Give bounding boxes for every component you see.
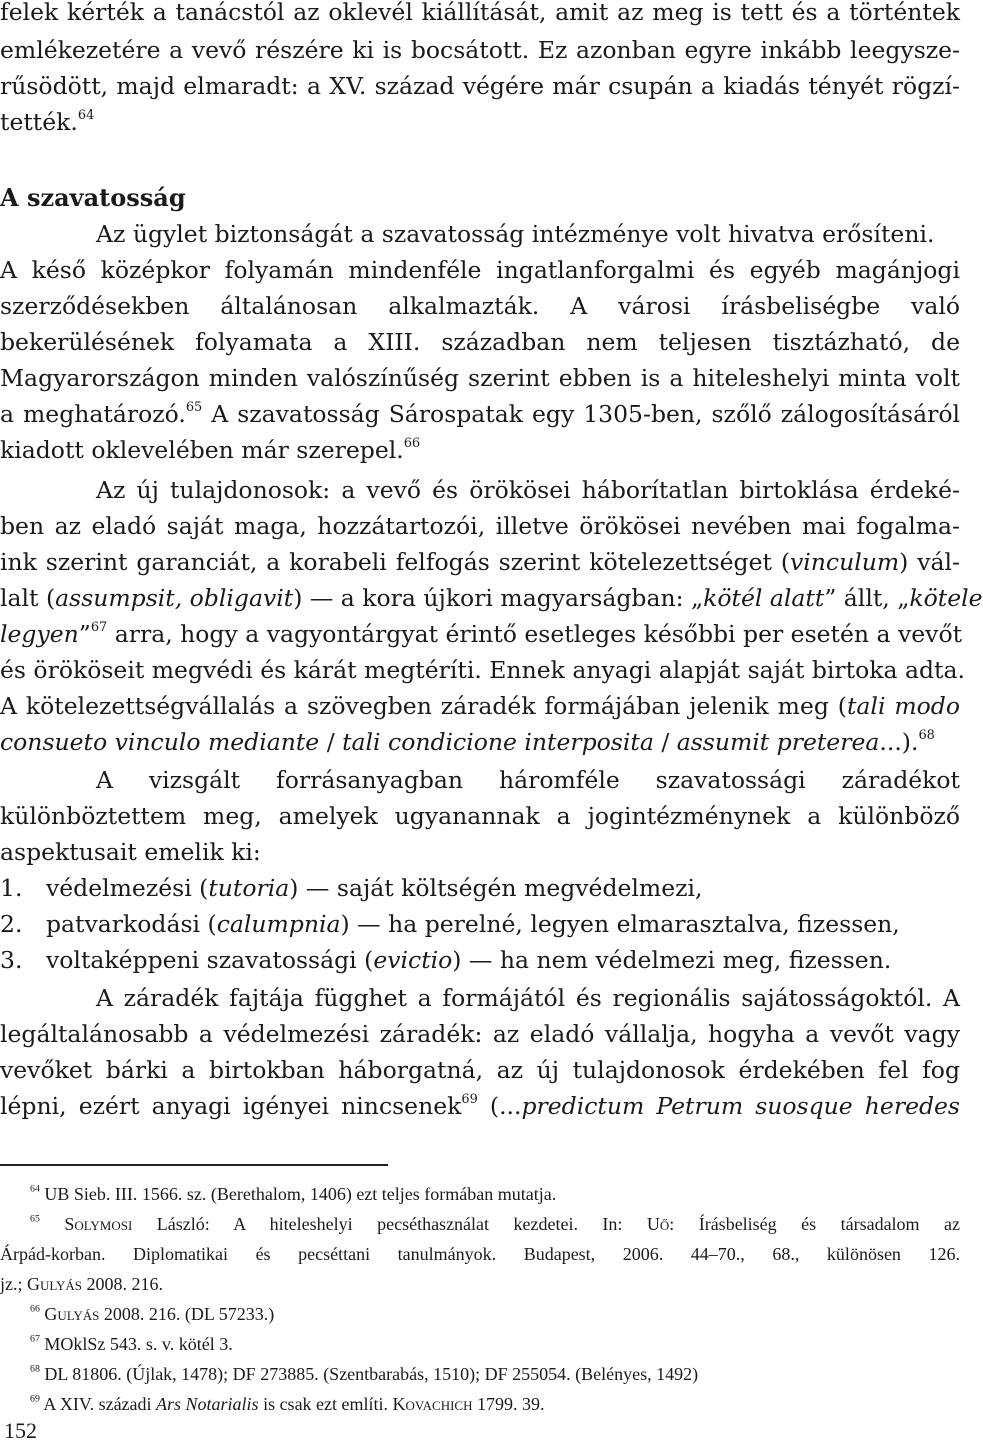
body-line: felek kérték a tanácstól az oklevél kiállítását, amit az meg is tett és a történtek xyxy=(0,0,960,26)
footnote-67: $^{67}$ MOklSz 543. s. v. kötél 3. xyxy=(30,1333,233,1354)
body-line: ben az eladó saját maga, hozzátartozói, illetve örökösei nevében mai fogalma- xyxy=(0,512,960,540)
body-line: emlékezetére a vevő részére ki is bocsátott. Ez azonban egyre inkább leegysze- xyxy=(0,36,960,64)
footnote-69: $^{69}$ A XIV. századi Ars Notarialis is csak ezt említi. Kovachich 1799. 39. xyxy=(30,1393,545,1414)
body-line: legáltalánosabb a védelmezési záradék: az eladó vállalja, hogyha a vevőt vagy xyxy=(0,1020,960,1048)
footnote-64: $^{64}$ UB Sieb. III. 1566. sz. (Berethalom, 1406) ezt teljes formában mutatja. xyxy=(30,1183,557,1204)
body-line: Magyarországon minden valószínűség szerint ebben is a hiteleshelyi minta volt xyxy=(0,364,960,392)
footnote-ref: 68 xyxy=(918,728,935,744)
body-line: Az új tulajdonosok: a vevő és örökösei háborítatlan birtoklása érdeké- xyxy=(96,476,960,504)
footnote-66: $^{66}$ Gulyás 2008. 216. (DL 57233.) xyxy=(30,1303,275,1324)
body-line: bekerülésének folyamata a XIII. században nem teljesen tisztázható, de xyxy=(0,328,960,356)
body-line: és örököseit megvédi és kárát megtéríti. Ennek anyagi alapját saját birtoka adta. xyxy=(0,656,965,684)
footnote-ref: 66 xyxy=(403,436,421,452)
footnote-ref: 64 xyxy=(77,108,95,124)
list-item: 1. védelmezési (tutoria) — saját költségén megvédelmezi, xyxy=(0,874,703,902)
body-line: kiadott oklevelében már szerepel.$^{66}$ xyxy=(0,436,421,464)
footnote-65: $^{65}$ Solymosi László: A hiteleshelyi pecséthasználat kezdetei. In: Uő: Írásbeliség és társadalom az xyxy=(30,1213,960,1234)
section-heading: A szavatosság xyxy=(0,183,186,212)
body-line: vevőket bárki a birtokban háborgatná, az új tulajdonosok érdekében fel fog xyxy=(0,1056,960,1084)
body-line: A vizsgált forrásanyagban háromféle szavatossági záradékot xyxy=(96,766,960,794)
footnote-divider xyxy=(0,1164,388,1166)
body-line: a meghatározó.$^{65}$ A szavatosság Sárospatak egy 1305-ben, szőlő zálogosításáról xyxy=(0,400,960,428)
body-line: consueto vinculo mediante / tali condicione interposita / assumit preterea...).$^{68}$ xyxy=(0,728,935,756)
body-line: A kötelezettségvállalás a szövegben záradék formájában jelenik meg (tali modo xyxy=(0,692,960,720)
body-line: A záradék fajtája függhet a formájától és regionális sajátosságoktól. A xyxy=(96,984,960,1012)
body-line: különböztettem meg, amelyek ugyanannak a jogintézménynek a különböző xyxy=(0,802,960,830)
footnote-ref: 67 xyxy=(90,620,108,636)
body-line: rűsödött, majd elmaradt: a XV. század végére már csupán a kiadás tényét rögzí- xyxy=(0,72,960,100)
body-line: tették.$^{64}$ xyxy=(0,108,95,136)
body-line: ink szerint garanciát, a korabeli felfogás szerint kötelezettséget (vinculum) vál- xyxy=(0,548,960,576)
page-number: 152 xyxy=(4,1418,37,1443)
footnote-ref: 69 xyxy=(461,1092,478,1108)
body-line: aspektusait emelik ki: xyxy=(0,838,261,866)
body-line: lépni, ezért anyagi igényei nincsenek$^{69}$ (...predictum Petrum suosque heredes xyxy=(0,1092,960,1120)
list-item: 3. voltaképpeni szavatossági (evictio) — ha nem védelmezi meg, fizessen. xyxy=(0,946,892,974)
body-line: Az ügylet biztonságát a szavatosság intézménye volt hivatva erősíteni. xyxy=(96,220,935,248)
footnote-ref: 65 xyxy=(185,400,203,416)
list-item: 2. patvarkodási (calumpnia) — ha perelné, legyen elmarasztalva, fizessen, xyxy=(0,910,900,938)
body-line: A késő középkor folyamán mindenféle ingatlanforgalmi és egyéb magánjogi xyxy=(0,256,960,284)
footnote-65-cont: Árpád-korban. Diplomatikai és pecséttani tanulmányok. Budapest, 2006. 44–70., 68., különösen 126. xyxy=(0,1244,960,1264)
body-line: szerződésekben általánosan alkalmazták. A városi írásbeliségbe való xyxy=(0,292,960,320)
footnote-68: $^{68}$ DL 81806. (Újlak, 1478); DF 273885. (Szentbarabás, 1510); DF 255054. (Belényes, 1492) xyxy=(30,1363,699,1384)
body-line: lalt (assumpsit, obligavit) — a kora újkori magyarságban: „kötél alatt” állt, „kötele xyxy=(0,584,983,612)
footnote-65-cont: jz.; Gulyás 2008. 216. xyxy=(0,1274,164,1294)
body-line: legyen”$^{67}$ arra, hogy a vagyontárgyat érintő esetleges későbbi per esetén a vevőt xyxy=(0,620,963,648)
